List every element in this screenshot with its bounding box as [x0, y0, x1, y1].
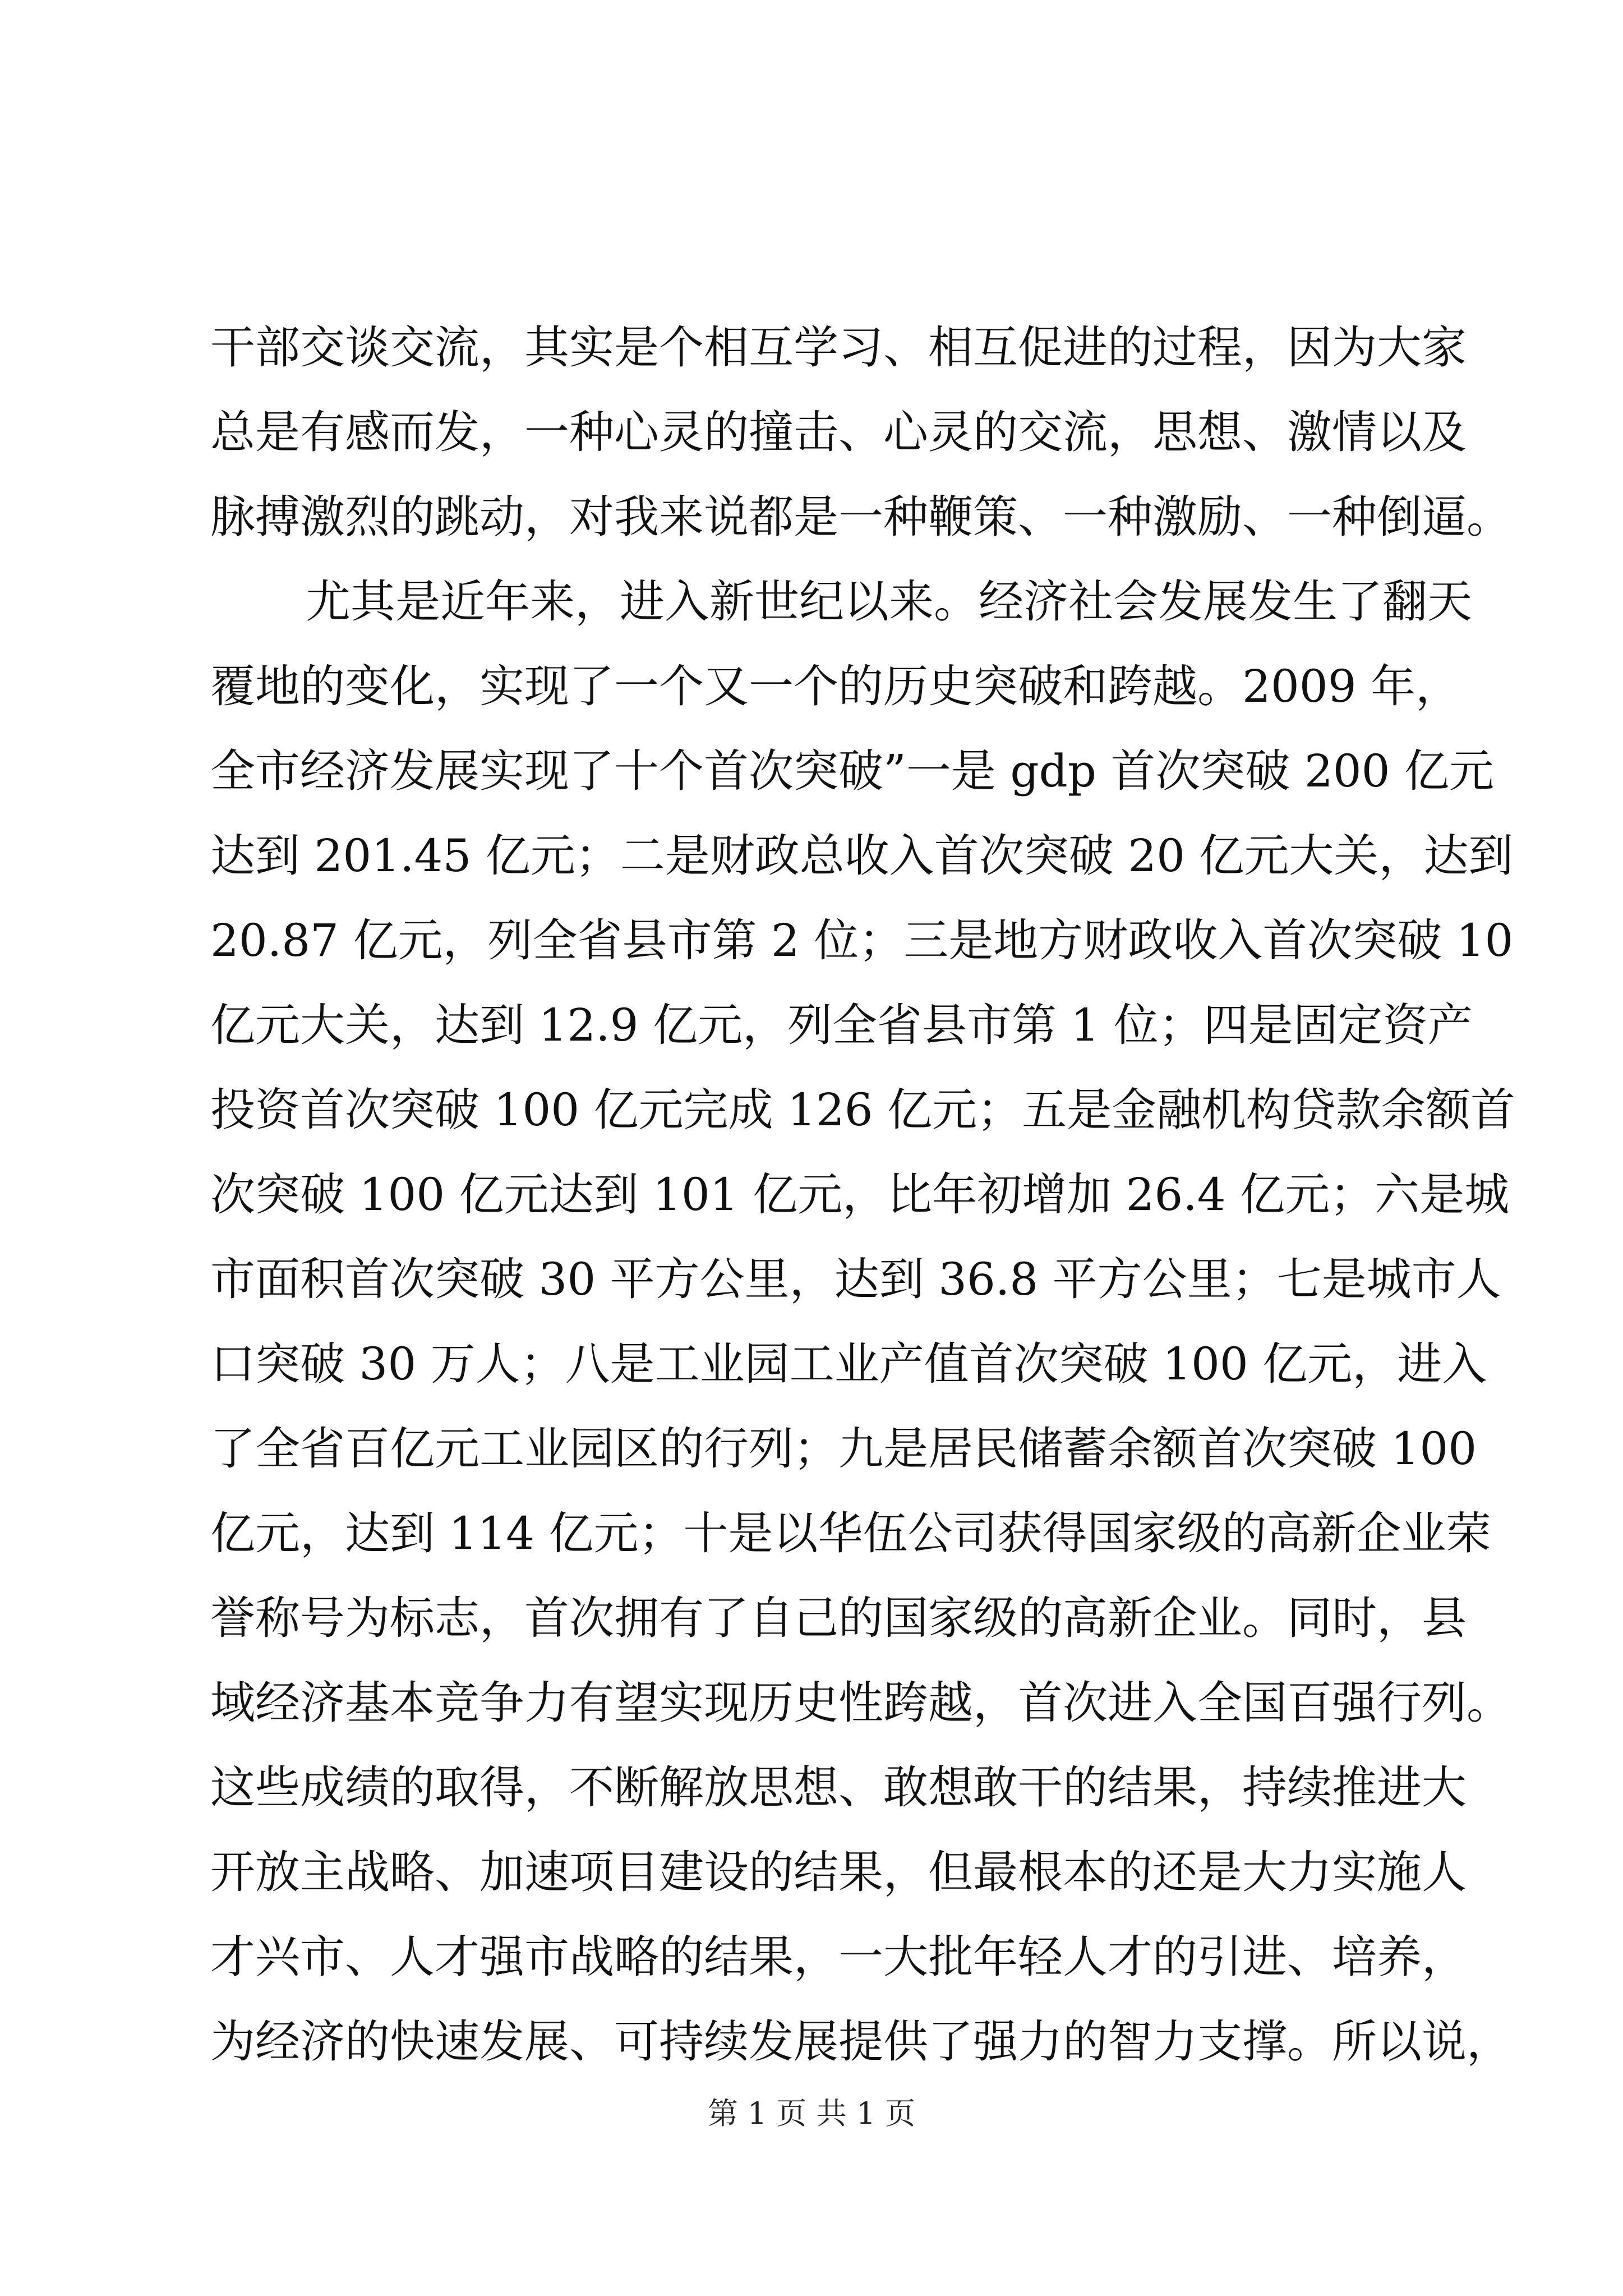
text-line: 总是有感而发，一种心灵的撞击、心灵的交流，思想、激情以及 — [210, 406, 1467, 458]
text-line: 全市经济发展实现了十个首次突破”一是 gdp 首次突破 200 亿元 — [210, 745, 1494, 797]
text-line: 20.87 亿元，列全省县市第 2 位；三是地方财政收入首次突破 10 — [210, 914, 1514, 967]
text-line: 开放主战略、加速项目建设的结果，但最根本的还是大力实施人 — [210, 1846, 1467, 1898]
text-line: 了全省百亿元工业园区的行列；九是居民储蓄余额首次突破 100 — [210, 1423, 1477, 1475]
text-line: 次突破 100 亿元达到 101 亿元，比年初增加 26.4 亿元；六是城 — [210, 1168, 1510, 1221]
text-line: 为经济的快速发展、可持续发展提供了强力的智力支撑。所以说， — [210, 2016, 1511, 2068]
text-line: 誉称号为标志，首次拥有了自己的国家级的高新企业。同时，县 — [210, 1592, 1467, 1644]
text-line: 亿元大关，达到 12.9 亿元，列全省县市第 1 位；四是固定资产 — [210, 999, 1473, 1051]
text-line: 亿元，达到 114 亿元；十是以华伍公司获得国家级的高新企业荣 — [210, 1507, 1491, 1559]
text-line: 干部交谈交流，其实是个相互学习、相互促进的过程，因为大家 — [210, 321, 1467, 374]
text-line: 覆地的变化，实现了一个又一个的历史突破和跨越。2009 年， — [210, 660, 1461, 712]
text-line: 市面积首次突破 30 平方公里，达到 36.8 平方公里；七是城市人 — [210, 1253, 1501, 1305]
text-line: 脉搏激烈的跳动，对我来说都是一种鞭策、一种激励、一种倒逼。 — [210, 491, 1511, 543]
text-line: 投资首次突破 100 亿元完成 126 亿元；五是金融机构贷款余额首 — [210, 1084, 1516, 1136]
text-line: 这些成绩的取得，不断解放思想、敢想敢干的结果，持续推进大 — [210, 1761, 1467, 1814]
page-number-footer: 第 1 页 共 1 页 — [707, 2096, 916, 2131]
text-line: 域经济基本竞争力有望实现历史性跨越，首次进入全国百强行列。 — [210, 1677, 1511, 1729]
paragraph-first-line: 尤其是近年来，进入新世纪以来。经济社会发展发生了翻天 — [306, 576, 1472, 628]
text-line: 达到 201.45 亿元；二是财政总收入首次突破 20 亿元大关，达到 — [210, 830, 1514, 882]
text-line: 口突破 30 万人；八是工业园工业产值首次突破 100 亿元，进入 — [210, 1338, 1487, 1390]
text-line: 才兴市、人才强市战略的结果，一大批年轻人才的引进、培养， — [210, 1931, 1467, 1983]
